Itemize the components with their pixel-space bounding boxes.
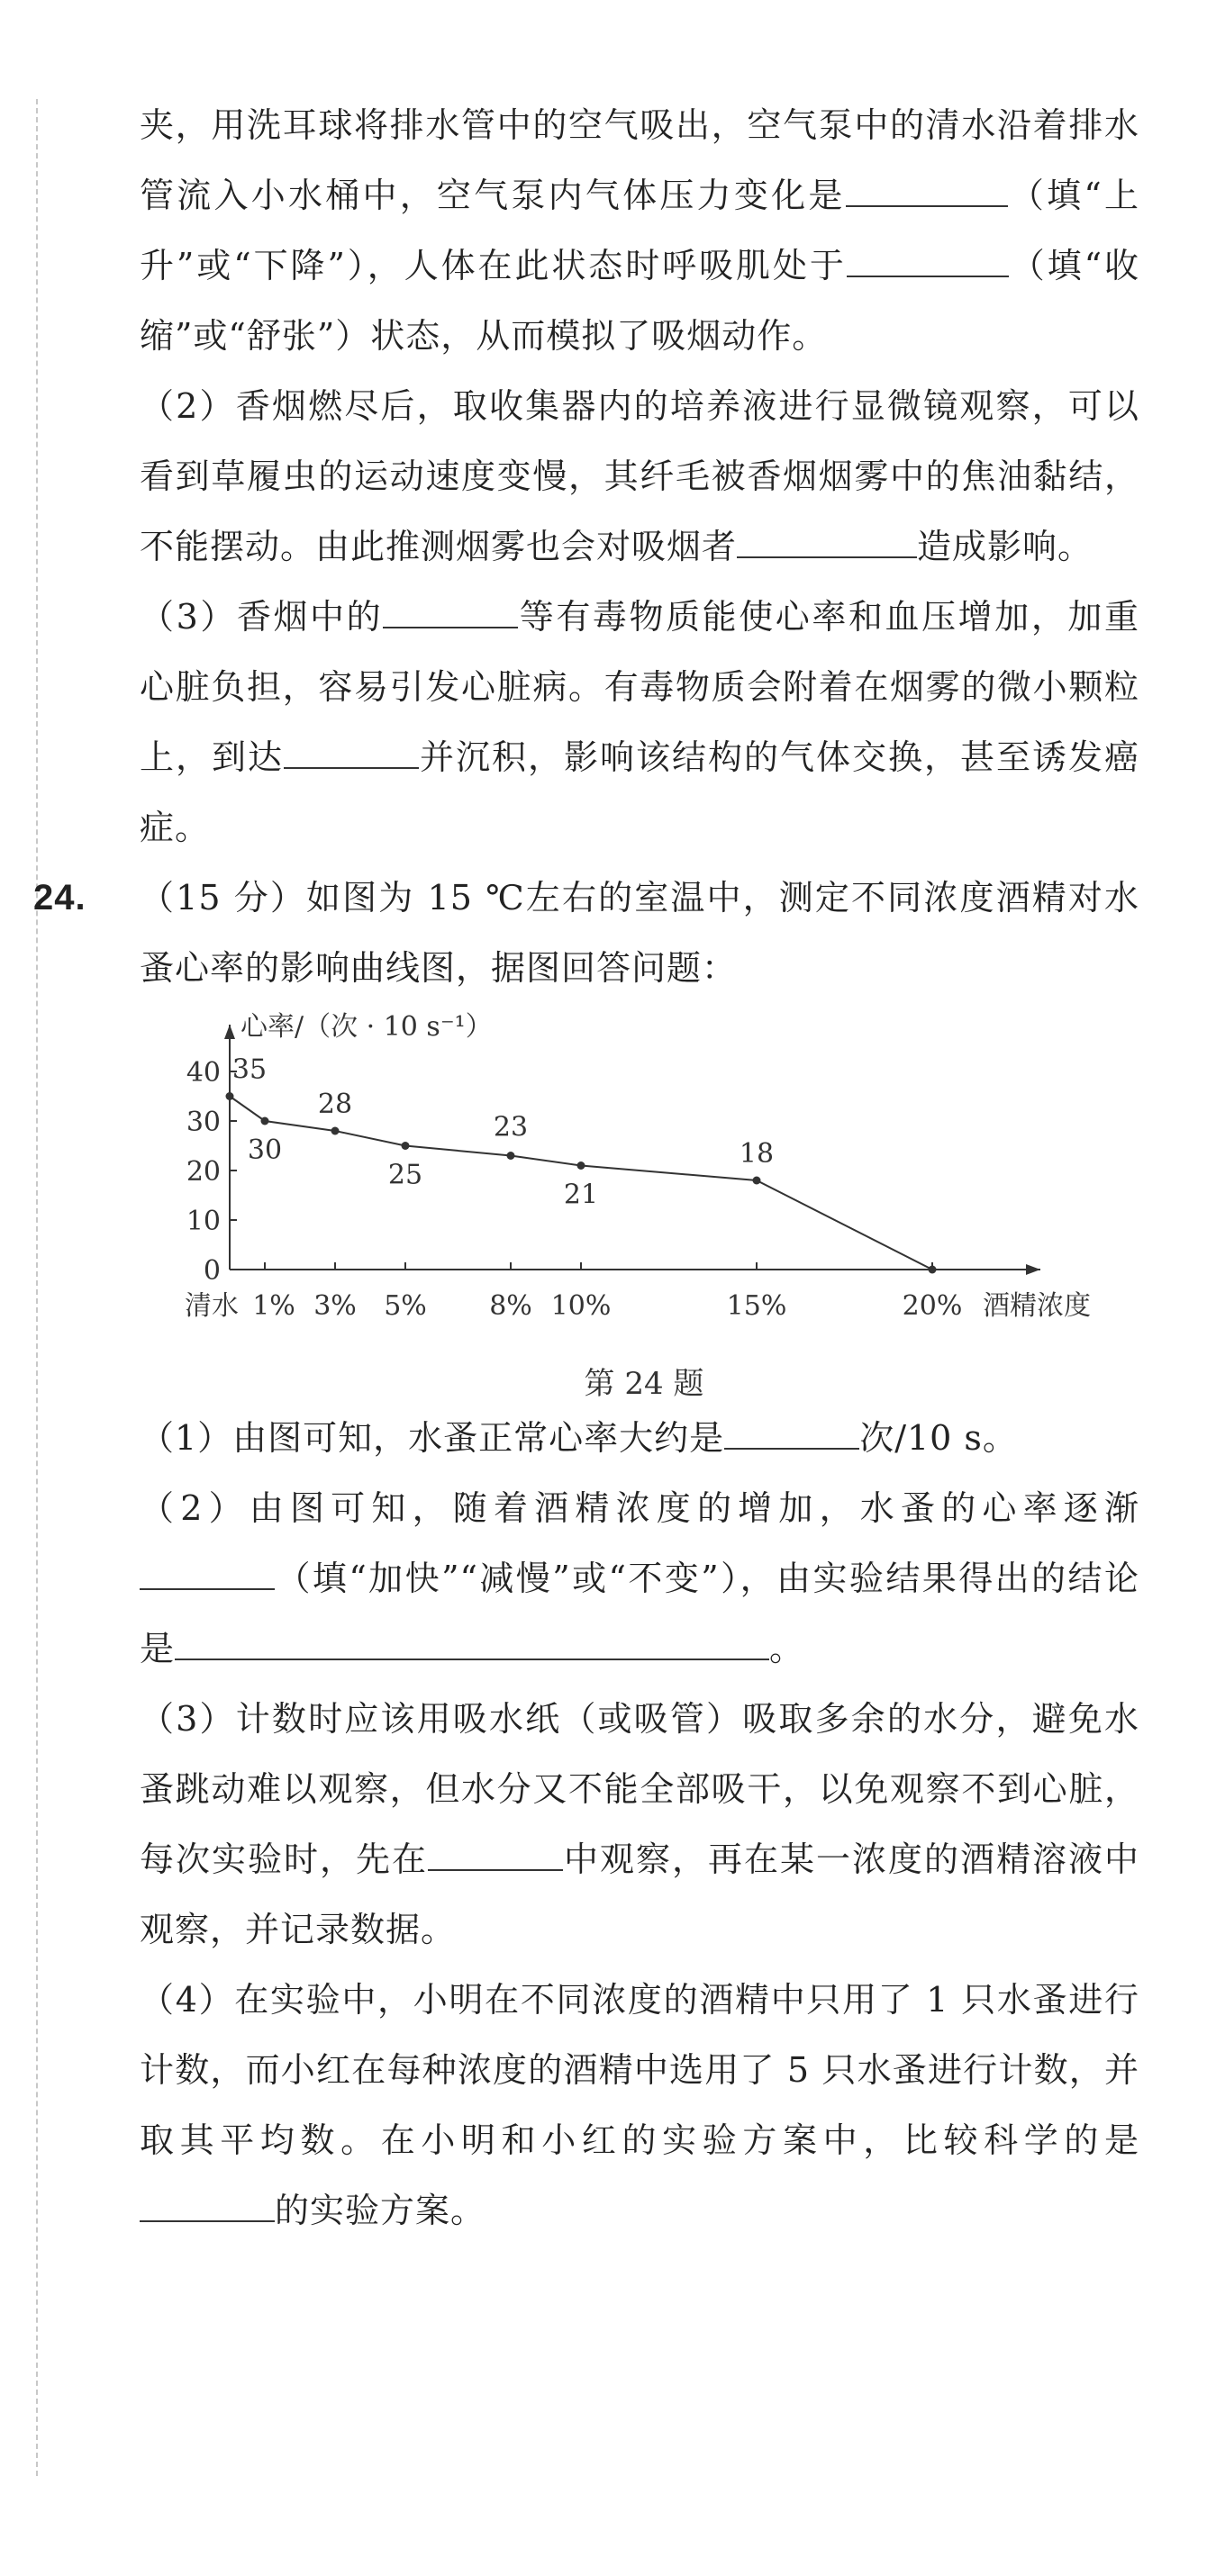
q24-p2-text-a: （2）由图可知，随着酒精浓度的增加，水蚤的心率逐渐 xyxy=(140,1488,1139,1528)
y-axis-arrow xyxy=(224,1025,235,1039)
data-point xyxy=(577,1161,585,1170)
q24-p2-text-b: （填“加快”“减慢”或“不变”），由实验结果得出的结论是 xyxy=(140,1559,1139,1668)
q24-p1-text-a: （1）由图可知，水蚤正常心率大约是 xyxy=(140,1418,725,1458)
answer-blank[interactable] xyxy=(284,740,419,769)
q24-stem xyxy=(33,863,1139,1003)
q24-paragraph-4 xyxy=(140,1965,1139,2246)
data-label: 28 xyxy=(317,1089,353,1120)
q24-p4-text-a: （4）在实验中，小明在不同浓度的酒精中只用了 1 只水蚤进行计数，而小红在每种浓度的酒精中选用了 5 只水蚤进行计数，并取其平均数。在小明和小红的实验方案中，比较科学的是 xyxy=(140,1980,1139,2160)
answer-blank[interactable] xyxy=(383,600,518,628)
q23-paragraph-1 xyxy=(140,90,1139,371)
data-label: 18 xyxy=(739,1138,775,1170)
data-label: 35 xyxy=(231,1053,268,1086)
answer-blank[interactable] xyxy=(846,178,1008,207)
x-tick-label: 3% xyxy=(313,1290,357,1322)
q23-p3-text-a: （3）香烟中的 xyxy=(140,597,384,637)
x-tick-label: 5% xyxy=(384,1290,427,1322)
data-point xyxy=(929,1266,937,1274)
q24-p3-text-b: 中观察，再在某一浓度的酒精溶液中观察，并记录数据。 xyxy=(140,1839,1139,1949)
answer-blank[interactable] xyxy=(724,1421,859,1450)
y-tick-label: 30 xyxy=(186,1107,221,1138)
q23-p2-text-a: （2）香烟燃尽后，取收集器内的培养液进行显微镜观察，可以看到草履虫的运动速度变慢，其纤毛被香烟烟雾中的焦油黏结，不能摆动。由此推测烟雾也会对吸烟者 xyxy=(140,386,1139,566)
binding-margin-line xyxy=(36,99,38,2476)
answer-blank[interactable] xyxy=(428,1842,563,1871)
x-tick-label: 15% xyxy=(726,1290,787,1322)
data-label: 23 xyxy=(493,1111,529,1143)
answer-blank[interactable] xyxy=(175,1631,769,1660)
q23-p1-text-b: （填“上升”或“下降”），人体在此状态时呼吸肌处于 xyxy=(140,176,1139,285)
x-axis-arrow xyxy=(1026,1264,1040,1275)
x-tick-label: 20% xyxy=(902,1290,963,1322)
x-tick-label: 清水 xyxy=(185,1290,239,1322)
data-point xyxy=(331,1127,340,1135)
content-column xyxy=(33,90,1139,2246)
y-tick-label: 0 xyxy=(203,1255,221,1287)
data-point xyxy=(226,1092,234,1100)
question-number: 24. xyxy=(33,878,86,917)
q24-p4-text-b: 的实验方案。 xyxy=(275,2191,486,2230)
y-tick-label: 10 xyxy=(186,1206,221,1237)
data-label: 30 xyxy=(247,1134,283,1166)
data-point xyxy=(402,1142,410,1150)
q24-p2-text-c: 。 xyxy=(769,1629,805,1668)
answer-blank[interactable] xyxy=(140,1561,275,1590)
data-point xyxy=(507,1152,515,1160)
answer-blank[interactable] xyxy=(737,529,917,558)
answer-blank[interactable] xyxy=(140,2193,275,2222)
answer-blank[interactable] xyxy=(847,249,1009,277)
q23-p3-text-b: 等有毒物质能使心率和血压增加，加重心脏负担，容易引发心脏病。有毒物质会附着在烟雾的微小颗粒上，到达 xyxy=(140,597,1139,777)
x-axis-label: 酒精浓度 xyxy=(983,1290,1091,1322)
q23-p3-text-c: 并沉积，影响该结构的气体交换，甚至诱发癌症。 xyxy=(140,737,1139,847)
q24-paragraph-3 xyxy=(140,1684,1139,1965)
q23-p1-text-a: 夹，用洗耳球将排水管中的空气吸出，空气泵中的清水沿着排水管流入小水桶中，空气泵内气体压力变化是 xyxy=(140,105,1139,215)
y-tick-label: 40 xyxy=(186,1057,221,1089)
q24-paragraph-1 xyxy=(140,1403,1139,1473)
q23-paragraph-3 xyxy=(140,582,1139,863)
q24-paragraph-2 xyxy=(140,1473,1139,1684)
x-tick-label: 10% xyxy=(550,1290,612,1322)
chart-caption: 第 24 题 xyxy=(584,1366,704,1402)
q23-p2-text-b: 造成影响。 xyxy=(917,527,1093,566)
y-axis-label: 心率/（次 · 10 s⁻¹） xyxy=(240,1011,493,1043)
data-point xyxy=(261,1117,269,1125)
q24-stem-text: （15 分）如图为 15 ℃左右的室温中，测定不同浓度酒精对水蚤心率的影响曲线图，据图回答问题： xyxy=(140,878,1139,988)
data-label: 25 xyxy=(387,1159,423,1191)
heart-rate-chart xyxy=(176,1007,1130,1403)
y-tick-label: 20 xyxy=(186,1156,221,1188)
q24-p3-text-a: （3）计数时应该用吸水纸（或吸管）吸取多余的水分，避免水蚤跳动难以观察，但水分又不能全部吸干，以免观察不到心脏，每次实验时，先在 xyxy=(140,1699,1139,1879)
x-tick-label: 1% xyxy=(252,1290,295,1322)
data-point xyxy=(753,1177,761,1185)
data-label: 21 xyxy=(563,1179,599,1211)
q23-p1-text-c: （填“收缩”或“舒张”）状态，从而模拟了吸烟动作。 xyxy=(140,246,1139,356)
heart-rate-chart-svg xyxy=(176,1007,1130,1403)
q24-p1-text-b: 次/10 s。 xyxy=(859,1418,1018,1458)
x-tick-label: 8% xyxy=(489,1290,532,1322)
q23-paragraph-2 xyxy=(140,371,1139,582)
